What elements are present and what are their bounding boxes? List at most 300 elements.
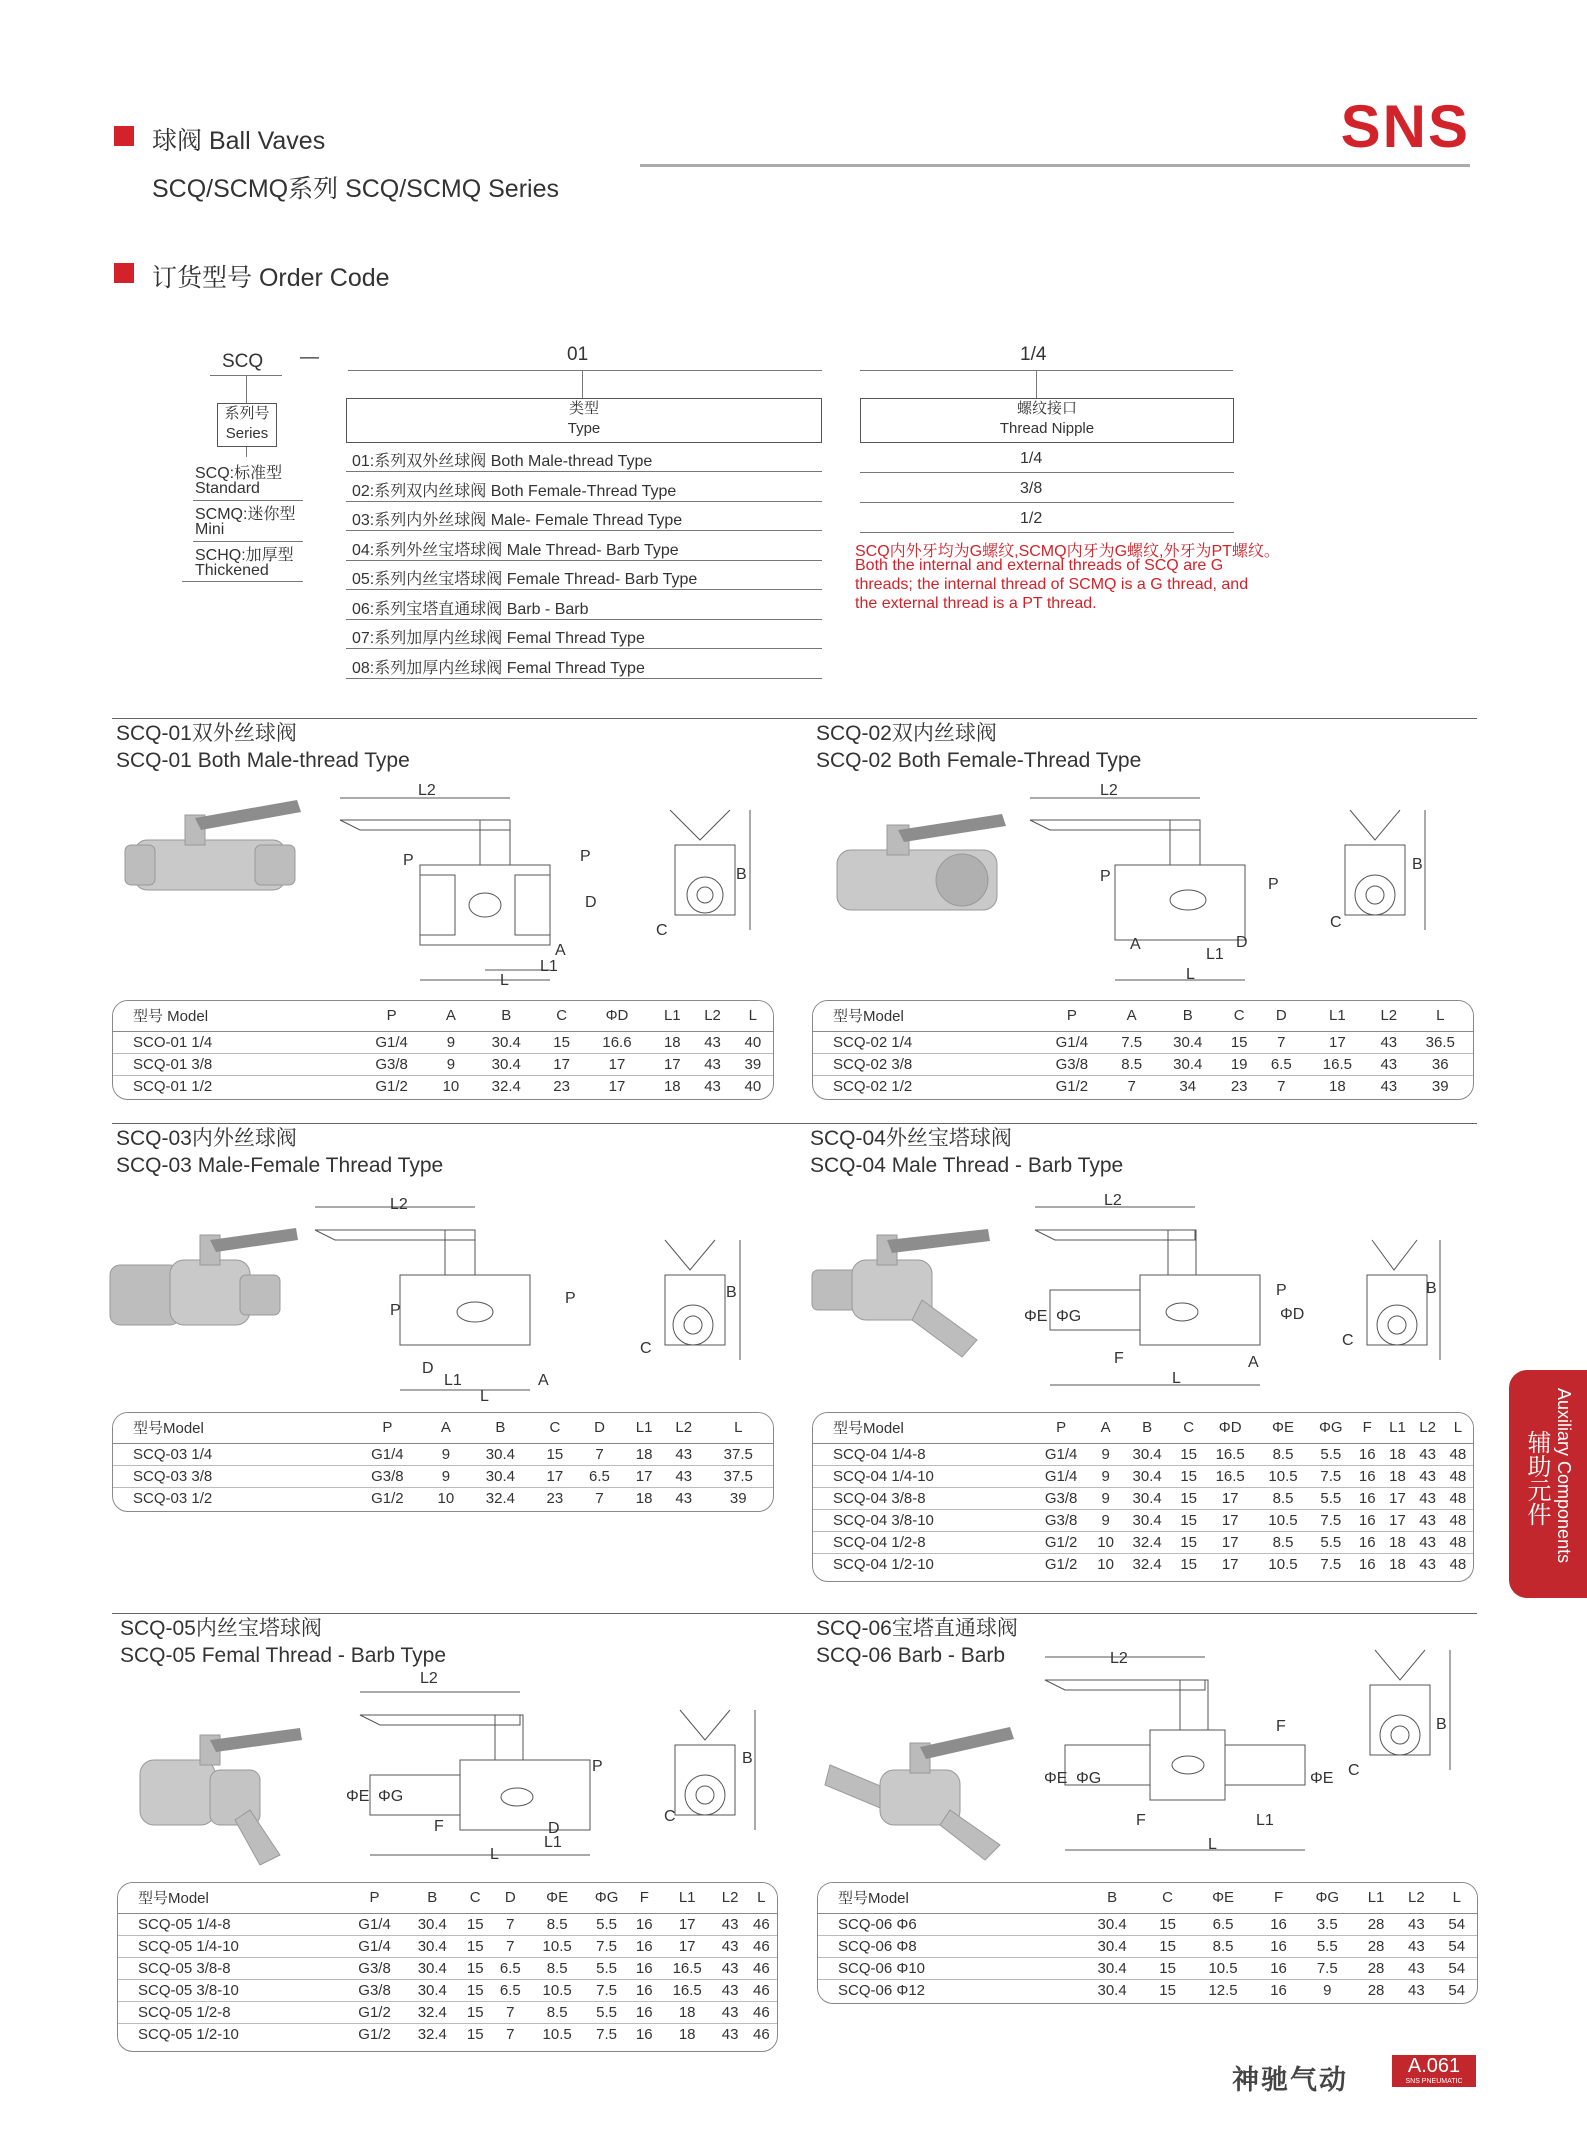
table-cell: 15 xyxy=(1180,1555,1197,1573)
table-row xyxy=(113,1487,773,1509)
table-cell: 17 xyxy=(652,1053,692,1075)
table-cell: 9 xyxy=(1091,1509,1121,1531)
table-row xyxy=(113,1443,773,1465)
s03-label-l2: L2 xyxy=(390,1196,408,1213)
table-cell: 43 xyxy=(675,1489,693,1507)
table-cell: 15 xyxy=(535,1443,575,1465)
table-cell: 16 xyxy=(1258,1935,1298,1957)
table-cell: 15 xyxy=(1174,1531,1204,1553)
column-header: B xyxy=(466,1413,535,1443)
table-cell: G1/2 xyxy=(371,1489,404,1507)
table-cell: 43 xyxy=(1408,1981,1425,1999)
type-divider xyxy=(346,678,822,679)
thread-option: 3/8 xyxy=(1020,480,1043,497)
table-cell: 15 xyxy=(1174,1509,1204,1531)
s03-product-photo xyxy=(110,1220,300,1340)
s04-label-b: B xyxy=(1426,1280,1437,1297)
table-cell: 39 xyxy=(729,1489,747,1507)
table-cell: 30.4 xyxy=(471,1053,541,1075)
column-header: L1 xyxy=(1305,1001,1370,1031)
table-cell: G1/2 xyxy=(1055,1077,1089,1095)
table-cell: 43 xyxy=(1413,1487,1443,1509)
table-cell: 43 xyxy=(664,1443,704,1465)
table-cell: 9 xyxy=(1091,1443,1121,1465)
table-cell: 12.5 xyxy=(1208,1981,1238,1999)
side-tab-auxiliary xyxy=(1509,1370,1587,1598)
table-cell: 5.5 xyxy=(1299,1935,1356,1957)
table-cell: 28 xyxy=(1367,1981,1385,1999)
table-cell: 43 xyxy=(1370,1053,1407,1075)
table-cell: 30.4 xyxy=(1121,1487,1174,1509)
s03-label-l1: L1 xyxy=(444,1372,462,1389)
s01-label-c: C xyxy=(656,922,668,939)
table-cell: SCQ-02 1/2 xyxy=(833,1077,913,1095)
table-cell: 32.4 xyxy=(491,1077,521,1095)
footer-brand-cn: 神驰气动 xyxy=(1232,2065,1348,2095)
thread-note-en: the external thread is a PT thread. xyxy=(855,595,1097,612)
table-cell: 17 xyxy=(624,1465,664,1487)
table-cell: 46 xyxy=(746,1979,777,2001)
table-cell: 19 xyxy=(1221,1053,1258,1075)
table-cell: 30.4 xyxy=(405,1957,460,1979)
column-header: ΦE xyxy=(530,1883,585,1913)
table-cell: 40 xyxy=(733,1031,773,1053)
table-cell: 15 xyxy=(460,1935,491,1957)
s03-spec-table xyxy=(112,1412,774,1512)
type-box-en: Type xyxy=(567,420,601,437)
s06-label-l2: L2 xyxy=(1110,1650,1128,1667)
s03-title-cn: SCQ-03内外丝球阀 xyxy=(116,1127,297,1150)
s01-title-cn: SCQ-01双外丝球阀 xyxy=(116,722,297,745)
s06-title-en: SCQ-06 Barb - Barb xyxy=(816,1644,1006,1667)
table-cell: SCQ-04 1/2-10 xyxy=(833,1555,934,1573)
s06-spec-table xyxy=(817,1882,1478,2004)
column-header: B xyxy=(405,1883,460,1913)
column-header: P xyxy=(344,1883,405,1913)
s06-label-e: ΦE xyxy=(1044,1770,1068,1787)
type-option: 07:系列加厚内丝球阀 Femal Thread Type xyxy=(352,630,645,647)
column-header: 型号Model xyxy=(813,1413,1032,1443)
column-header: A xyxy=(431,1001,471,1031)
table-cell: 39 xyxy=(1431,1077,1449,1095)
table-cell: 9 xyxy=(431,1031,471,1053)
table-cell: 28 xyxy=(1356,1913,1396,1935)
s01-label-l2: L2 xyxy=(418,782,436,799)
s04-label-l2: L2 xyxy=(1104,1192,1122,1209)
table-cell: 43 xyxy=(1396,1935,1436,1957)
table-cell: 54 xyxy=(1437,1913,1477,1935)
column-header: D xyxy=(491,1883,530,1913)
table-cell: 46 xyxy=(746,1957,777,1979)
table-cell: 32.4 xyxy=(1132,1555,1162,1573)
table-row xyxy=(813,1031,1473,1053)
table-cell: 16.5 xyxy=(1305,1053,1370,1075)
table-cell: 30.4 xyxy=(1097,1981,1127,1999)
table-cell: 7 xyxy=(1258,1031,1305,1053)
table-cell: 30.4 xyxy=(405,1979,460,2001)
table-cell: G3/8 xyxy=(344,1957,405,1979)
type-option: 06:系列宝塔直通球阀 Barb - Barb xyxy=(352,600,589,618)
table-cell: 5.5 xyxy=(584,2001,628,2023)
table-cell: 7 xyxy=(506,2025,515,2043)
table-cell: 48 xyxy=(1449,1555,1467,1573)
table-cell: 28 xyxy=(1356,1935,1396,1957)
s06-label-l1: L1 xyxy=(1256,1812,1274,1829)
table-cell: 36 xyxy=(1407,1053,1473,1075)
table-cell: 8.5 xyxy=(1188,1935,1259,1957)
table-cell: SCQ-04 1/4-8 xyxy=(813,1443,1032,1465)
table-cell: 6.5 xyxy=(491,1957,530,1979)
table-cell: 43 xyxy=(1380,1077,1398,1095)
s01-spec-table xyxy=(112,1000,774,1100)
s02-title-cn: SCQ-02双内丝球阀 xyxy=(816,722,997,745)
column-header: L2 xyxy=(1413,1413,1443,1443)
table-cell: 43 xyxy=(715,1935,746,1957)
s02-label-c: C xyxy=(1330,914,1342,931)
column-header: L2 xyxy=(1370,1001,1407,1031)
type-divider xyxy=(346,589,822,590)
s04-side-drawing xyxy=(1020,1195,1320,1405)
table-cell: SCQ-01 3/8 xyxy=(113,1053,352,1075)
order-code-title: 订货型号 Order Code xyxy=(152,264,390,292)
s04-label-f: F xyxy=(1114,1350,1124,1367)
s04-end-drawing xyxy=(1322,1230,1452,1380)
table-cell: 43 xyxy=(715,1979,746,2001)
series-box xyxy=(217,403,277,447)
series-subtitle: SCQ/SCMQ系列 SCQ/SCMQ Series xyxy=(152,175,559,203)
s02-product-photo xyxy=(832,810,1012,920)
table-cell: 43 xyxy=(1419,1555,1436,1573)
side-tab-en: Auxiliary Components xyxy=(1554,1388,1574,1564)
s02-label-l: L xyxy=(1186,966,1195,983)
thread-option: 1/2 xyxy=(1020,510,1043,527)
s04-label-c: C xyxy=(1342,1332,1354,1349)
s02-title-en: SCQ-02 Both Female-Thread Type xyxy=(816,749,1142,772)
table-cell: 15 xyxy=(460,1957,491,1979)
s04-label-p: P xyxy=(1276,1282,1287,1299)
thread-divider xyxy=(860,502,1234,503)
table-cell: G1/2 xyxy=(375,1077,408,1095)
table-cell: 18 xyxy=(1382,1531,1412,1553)
table-cell: 17 xyxy=(1305,1031,1370,1053)
section-rule xyxy=(112,1613,1477,1614)
table-cell: 10.5 xyxy=(1257,1509,1310,1531)
thread-note-cn: SCQ内外牙均为G螺纹,SCMQ内牙为G螺纹,外牙为PT螺纹。 xyxy=(855,543,1280,560)
column-header: 型号Model xyxy=(818,1883,1077,1913)
table-cell: 7.5 xyxy=(584,1935,628,1957)
table-cell: 10 xyxy=(442,1077,460,1095)
table-cell: 16 xyxy=(1270,1981,1287,1999)
s03-label-c: C xyxy=(640,1340,652,1357)
table-cell: 37.5 xyxy=(704,1443,773,1465)
column-header: 型号Model xyxy=(113,1413,349,1443)
table-cell: 15 xyxy=(1147,1913,1187,1935)
s06-label-l: L xyxy=(1208,1836,1217,1853)
s03-label-l: L xyxy=(480,1388,489,1405)
s04-label-e: ΦE xyxy=(1024,1308,1048,1325)
table-cell: 7.5 xyxy=(1309,1465,1352,1487)
table-cell: 7 xyxy=(595,1489,604,1507)
table-cell: SCQ-06 Φ10 xyxy=(818,1957,1077,1979)
table-cell: 30.4 xyxy=(1077,1913,1148,1935)
s04-title xyxy=(810,1125,1123,1179)
table-cell: 30.4 xyxy=(1121,1465,1174,1487)
table-cell: 16 xyxy=(1352,1531,1382,1553)
table-cell: 43 xyxy=(1396,1957,1436,1979)
s05-label-c: C xyxy=(664,1808,676,1825)
table-cell: 30.4 xyxy=(405,1935,460,1957)
table-cell: G1/4 xyxy=(352,1031,430,1053)
column-header: B xyxy=(471,1001,541,1031)
s02-spec-table xyxy=(812,1000,1474,1100)
column-header: B xyxy=(1077,1883,1148,1913)
table-cell: 18 xyxy=(624,1443,664,1465)
s01-label-p: P xyxy=(580,848,591,865)
table-cell: 32.4 xyxy=(405,2001,460,2023)
table-cell: 48 xyxy=(1443,1465,1473,1487)
table-cell: 18 xyxy=(652,1031,692,1053)
table-cell: 34 xyxy=(1179,1077,1197,1095)
table-cell: 15 xyxy=(1174,1487,1204,1509)
table-cell: 17 xyxy=(535,1465,575,1487)
table-cell: SCQ-05 1/2-8 xyxy=(118,2001,344,2023)
table-cell: 43 xyxy=(715,2001,746,2023)
table-cell: 10.5 xyxy=(1257,1465,1310,1487)
thread-stem xyxy=(1036,371,1037,398)
table-cell: 43 xyxy=(692,1053,732,1075)
table-header-row xyxy=(113,1001,773,1031)
table-cell: 17 xyxy=(1204,1487,1257,1509)
column-header: ΦD xyxy=(1204,1413,1257,1443)
s05-label-l: L xyxy=(490,1846,499,1863)
table-cell: 16 xyxy=(629,2001,660,2023)
table-cell: 18 xyxy=(678,2025,696,2043)
table-cell: 17 xyxy=(1221,1555,1239,1573)
table-cell: 15 xyxy=(460,1913,491,1935)
table-cell: 43 xyxy=(1413,1443,1443,1465)
table-cell: 8.5 xyxy=(530,1913,585,1935)
table-cell: 17 xyxy=(608,1077,626,1095)
table-cell: 8.5 xyxy=(1257,1531,1310,1553)
column-header: A xyxy=(1091,1413,1121,1443)
table-cell: 43 xyxy=(1396,1913,1436,1935)
type-box xyxy=(346,398,822,443)
s02-label-d: D xyxy=(1236,934,1248,951)
table-cell: 15 xyxy=(466,2025,484,2043)
table-cell: 16 xyxy=(635,2025,653,2043)
table-cell: 15 xyxy=(460,2001,491,2023)
s05-label-b: B xyxy=(742,1750,753,1767)
table-cell: 16 xyxy=(1352,1487,1382,1509)
table-cell: 32.4 xyxy=(1121,1531,1174,1553)
table-cell: SCQ-02 3/8 xyxy=(813,1053,1035,1075)
section-rule xyxy=(112,718,1477,719)
table-cell: 18 xyxy=(660,2001,715,2023)
table-cell: 10.5 xyxy=(1268,1555,1298,1573)
table-cell: 43 xyxy=(1370,1031,1407,1053)
table-row xyxy=(118,2001,777,2023)
table-row xyxy=(113,1465,773,1487)
table-cell: 17 xyxy=(1204,1531,1257,1553)
type-option: 08:系列加厚内丝球阀 Femal Thread Type xyxy=(352,659,645,677)
s06-label-c: C xyxy=(1348,1762,1360,1779)
table-cell: SCQ-05 3/8-8 xyxy=(118,1957,344,1979)
s06-product-photo xyxy=(830,1715,1020,1865)
s05-label-l2: L2 xyxy=(420,1670,438,1687)
thread-note-en: threads; the internal thread of SCMQ is a G thread, and xyxy=(855,576,1249,593)
type-stem xyxy=(582,371,583,398)
table-cell: G1/4 xyxy=(344,1935,405,1957)
s03-title xyxy=(116,1125,443,1179)
column-header: L1 xyxy=(652,1001,692,1031)
series-box-en: Series xyxy=(225,425,269,442)
table-cell: G1/2 xyxy=(1032,1531,1091,1553)
table-cell: SCQ-04 3/8-10 xyxy=(813,1509,1032,1531)
s02-label-p: P xyxy=(1100,868,1111,885)
table-cell: SCQ-05 1/2-10 xyxy=(138,2025,239,2043)
table-row xyxy=(813,1465,1473,1487)
thread-underline xyxy=(860,370,1233,371)
column-header: A xyxy=(426,1413,466,1443)
column-header: C xyxy=(535,1413,575,1443)
table-row xyxy=(818,1957,1477,1979)
s01-label-l: L xyxy=(500,972,509,989)
s04-label-l: L xyxy=(1172,1370,1181,1387)
s01-title-en: SCQ-01 Both Male-thread Type xyxy=(116,749,410,772)
table-row xyxy=(813,1053,1473,1075)
thread-box-cn: 螺纹接口 xyxy=(1016,400,1077,417)
s06-label-f: F xyxy=(1136,1812,1146,1829)
table-cell: 8.5 xyxy=(1108,1053,1155,1075)
s05-label-g: ΦG xyxy=(378,1788,404,1805)
table-cell: G3/8 xyxy=(349,1465,426,1487)
thread-box-en: Thread Nipple xyxy=(999,420,1095,437)
table-cell: 5.5 xyxy=(584,1913,628,1935)
table-row xyxy=(813,1553,1473,1575)
table-cell: SCQ-02 1/4 xyxy=(813,1031,1035,1053)
table-cell: 54 xyxy=(1437,1957,1477,1979)
table-cell: 32.4 xyxy=(417,2025,447,2043)
table-cell: G3/8 xyxy=(344,1979,405,2001)
table-cell: 7.5 xyxy=(596,2025,617,2043)
table-cell: 8.5 xyxy=(1257,1443,1310,1465)
s06-label-g: ΦG xyxy=(1076,1770,1102,1787)
thread-value: 1/4 xyxy=(1020,344,1047,365)
table-cell: G3/8 xyxy=(1035,1053,1108,1075)
series-box-cn: 系列号 xyxy=(224,405,270,422)
column-header: P xyxy=(349,1413,426,1443)
column-header: C xyxy=(1174,1413,1204,1443)
table-cell: 16 xyxy=(1358,1555,1376,1573)
table-cell: 10 xyxy=(1091,1531,1121,1553)
table-row xyxy=(118,1913,777,1935)
s06-title-cn: SCQ-06宝塔直通球阀 xyxy=(816,1617,1018,1640)
table-cell: 15 xyxy=(1159,1981,1176,1999)
table-cell: 16 xyxy=(1352,1443,1382,1465)
column-header: P xyxy=(352,1001,430,1031)
table-cell: 6.5 xyxy=(1258,1053,1305,1075)
table-cell: 16 xyxy=(629,1935,660,1957)
table-cell: 7 xyxy=(575,1443,625,1465)
table-cell: 18 xyxy=(663,1077,681,1095)
table-cell: G3/8 xyxy=(1032,1509,1091,1531)
table-row xyxy=(113,1053,773,1075)
column-header: L1 xyxy=(1382,1413,1412,1443)
table-cell: 30.4 xyxy=(466,1443,535,1465)
s01-product-photo xyxy=(125,790,305,910)
table-cell: 23 xyxy=(553,1077,570,1095)
s05-label-l1: L1 xyxy=(544,1834,562,1851)
thread-divider xyxy=(860,532,1234,533)
table-cell: G1/4 xyxy=(1035,1031,1108,1053)
prefix-stem xyxy=(246,376,247,404)
table-cell: 15 xyxy=(542,1031,582,1053)
table-cell: 17 xyxy=(582,1053,652,1075)
s05-label-e: ΦE xyxy=(346,1788,370,1805)
table-cell: 16 xyxy=(1352,1465,1382,1487)
thread-note-en: Both the internal and external threads of SCQ are G xyxy=(855,557,1224,574)
table-row xyxy=(118,1979,777,2001)
table-cell: SCQ-04 3/8-8 xyxy=(813,1487,1032,1509)
table-cell: SCQ-05 1/4-8 xyxy=(118,1913,344,1935)
column-header: C xyxy=(1221,1001,1258,1031)
table-cell: 6.5 xyxy=(491,1979,530,2001)
type-option: 02:系列双内丝球阀 Both Female-Thread Type xyxy=(352,482,677,500)
table-cell: 7 xyxy=(491,1935,530,1957)
table-cell: 6.5 xyxy=(575,1465,625,1487)
table-cell: 43 xyxy=(692,1031,732,1053)
table-cell: SCO-01 1/4 xyxy=(113,1031,352,1053)
table-cell: 17 xyxy=(660,1935,715,1957)
s02-end-drawing xyxy=(1330,800,1460,950)
table-cell: 15 xyxy=(1174,1465,1204,1487)
table-cell: 7 xyxy=(1277,1077,1286,1095)
table-cell: 9 xyxy=(431,1053,471,1075)
table-cell: 10.5 xyxy=(1188,1957,1259,1979)
section-rule xyxy=(112,1123,1477,1124)
table-cell: 48 xyxy=(1443,1487,1473,1509)
order-dash: — xyxy=(300,347,319,368)
table-cell: 43 xyxy=(715,1913,746,1935)
type-divider xyxy=(346,648,822,649)
s05-label-f: F xyxy=(434,1818,444,1835)
column-header: ΦG xyxy=(1299,1883,1356,1913)
table-row xyxy=(113,1075,773,1097)
table-cell: 30.4 xyxy=(1077,1957,1148,1979)
s04-label-g: ΦG xyxy=(1056,1308,1082,1325)
column-header: L xyxy=(704,1413,773,1443)
brand-logo: SNS xyxy=(1340,93,1470,160)
table-cell: 10 xyxy=(1097,1555,1114,1573)
column-header: ΦE xyxy=(1188,1883,1259,1913)
table-row xyxy=(818,1979,1477,2001)
s05-title xyxy=(120,1615,446,1669)
table-cell: 10.5 xyxy=(530,1935,585,1957)
order-prefix: SCQ xyxy=(222,351,264,372)
table-cell: 9 xyxy=(1091,1465,1121,1487)
column-header: ΦG xyxy=(584,1883,628,1913)
type-option: 04:系列外丝宝塔球阀 Male Thread- Barb Type xyxy=(352,541,679,559)
column-header: L1 xyxy=(624,1413,664,1443)
section-marker xyxy=(114,126,134,146)
table-cell: 46 xyxy=(746,1913,777,1935)
s01-label-d: D xyxy=(585,894,597,911)
table-cell: G1/2 xyxy=(344,2001,405,2023)
table-cell: 7 xyxy=(491,1913,530,1935)
s01-title xyxy=(116,720,410,774)
table-cell: 30.4 xyxy=(466,1465,535,1487)
table-cell: 30.4 xyxy=(1121,1509,1174,1531)
